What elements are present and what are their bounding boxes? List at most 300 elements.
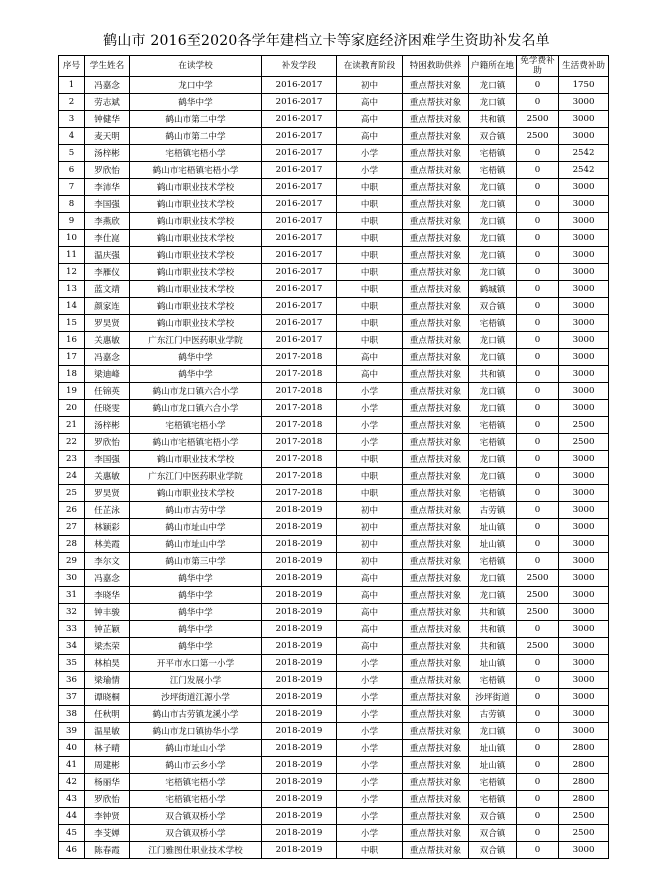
period-cell: 2018-2019 bbox=[262, 808, 337, 825]
assistance-type-cell: 重点帮扶对象 bbox=[403, 434, 469, 451]
assistance-type-cell: 重点帮扶对象 bbox=[403, 400, 469, 417]
student-name-cell: 钟丰骏 bbox=[85, 604, 130, 621]
residence-cell: 宅梧镇 bbox=[469, 485, 517, 502]
period-cell: 2018-2019 bbox=[262, 519, 337, 536]
tuition-waiver-cell: 2500 bbox=[517, 111, 559, 128]
school-cell: 鹤山市职业技术学校 bbox=[130, 451, 262, 468]
tuition-waiver-cell: 0 bbox=[517, 179, 559, 196]
living-allowance-cell: 3000 bbox=[559, 638, 609, 655]
row-number-cell: 18 bbox=[59, 366, 85, 383]
assistance-type-cell: 重点帮扶对象 bbox=[403, 366, 469, 383]
subsidy-table bbox=[58, 55, 609, 859]
residence-cell: 宅梧镇 bbox=[469, 145, 517, 162]
assistance-type-cell: 重点帮扶对象 bbox=[403, 213, 469, 230]
tuition-waiver-cell: 0 bbox=[517, 332, 559, 349]
tuition-waiver-cell: 0 bbox=[517, 740, 559, 757]
living-allowance-cell: 3000 bbox=[559, 570, 609, 587]
assistance-type-cell: 重点帮扶对象 bbox=[403, 264, 469, 281]
assistance-type-cell: 重点帮扶对象 bbox=[403, 196, 469, 213]
residence-cell: 双合镇 bbox=[469, 128, 517, 145]
student-name-cell: 颜家连 bbox=[85, 298, 130, 315]
tuition-waiver-cell: 2500 bbox=[517, 587, 559, 604]
stage-cell: 小学 bbox=[337, 740, 403, 757]
school-cell: 宅梧镇宅梧小学 bbox=[130, 774, 262, 791]
school-cell: 鹤山市龙口镇协华小学 bbox=[130, 723, 262, 740]
tuition-waiver-cell: 0 bbox=[517, 825, 559, 842]
assistance-type-cell: 重点帮扶对象 bbox=[403, 315, 469, 332]
assistance-type-cell: 重点帮扶对象 bbox=[403, 757, 469, 774]
tuition-waiver-cell: 0 bbox=[517, 230, 559, 247]
table-row bbox=[59, 366, 609, 383]
living-allowance-cell: 2500 bbox=[559, 417, 609, 434]
assistance-type-cell: 重点帮扶对象 bbox=[403, 655, 469, 672]
table-row bbox=[59, 417, 609, 434]
table-row bbox=[59, 638, 609, 655]
row-number-cell: 34 bbox=[59, 638, 85, 655]
table-row bbox=[59, 604, 609, 621]
living-allowance-cell: 3000 bbox=[559, 587, 609, 604]
table-row bbox=[59, 502, 609, 519]
tuition-waiver-cell: 0 bbox=[517, 383, 559, 400]
table-body bbox=[59, 77, 609, 859]
assistance-type-cell: 重点帮扶对象 bbox=[403, 383, 469, 400]
student-name-cell: 陈春霞 bbox=[85, 842, 130, 859]
stage-cell: 小学 bbox=[337, 757, 403, 774]
tuition-waiver-cell: 0 bbox=[517, 774, 559, 791]
row-number-cell: 30 bbox=[59, 570, 85, 587]
living-allowance-cell: 3000 bbox=[559, 621, 609, 638]
table-row bbox=[59, 196, 609, 213]
row-number-cell: 14 bbox=[59, 298, 85, 315]
school-cell: 鹤山市第三中学 bbox=[130, 553, 262, 570]
stage-cell: 小学 bbox=[337, 434, 403, 451]
school-cell: 鹤华中学 bbox=[130, 94, 262, 111]
stage-cell: 中职 bbox=[337, 213, 403, 230]
stage-cell: 高中 bbox=[337, 621, 403, 638]
row-number-cell: 42 bbox=[59, 774, 85, 791]
school-cell: 鹤山市址山中学 bbox=[130, 536, 262, 553]
row-number-cell: 23 bbox=[59, 451, 85, 468]
period-cell: 2016-2017 bbox=[262, 179, 337, 196]
table-row bbox=[59, 672, 609, 689]
living-allowance-cell: 3000 bbox=[559, 536, 609, 553]
student-name-cell: 李国强 bbox=[85, 451, 130, 468]
school-cell: 鹤山市古劳镇龙溪小学 bbox=[130, 706, 262, 723]
row-number-cell: 4 bbox=[59, 128, 85, 145]
period-cell: 2018-2019 bbox=[262, 757, 337, 774]
row-number-cell: 1 bbox=[59, 77, 85, 94]
residence-cell: 共和镇 bbox=[469, 621, 517, 638]
assistance-type-cell: 重点帮扶对象 bbox=[403, 230, 469, 247]
table-row bbox=[59, 519, 609, 536]
stage-cell: 中职 bbox=[337, 247, 403, 264]
stage-cell: 高中 bbox=[337, 366, 403, 383]
stage-cell: 中职 bbox=[337, 842, 403, 859]
residence-cell: 址山镇 bbox=[469, 536, 517, 553]
stage-cell: 中职 bbox=[337, 315, 403, 332]
school-cell: 鹤华中学 bbox=[130, 349, 262, 366]
tuition-waiver-cell: 0 bbox=[517, 791, 559, 808]
document-title: 鹤山市 2016至2020各学年建档立卡等家庭经济困难学生资助补发名单 bbox=[103, 33, 550, 49]
period-cell: 2016-2017 bbox=[262, 247, 337, 264]
row-number-cell: 8 bbox=[59, 196, 85, 213]
assistance-type-cell: 重点帮扶对象 bbox=[403, 111, 469, 128]
table-row bbox=[59, 689, 609, 706]
student-name-cell: 钟芷颖 bbox=[85, 621, 130, 638]
residence-cell: 龙口镇 bbox=[469, 723, 517, 740]
table-row bbox=[59, 281, 609, 298]
residence-cell: 宅梧镇 bbox=[469, 434, 517, 451]
living-allowance-cell: 2500 bbox=[559, 808, 609, 825]
living-allowance-cell: 2800 bbox=[559, 774, 609, 791]
student-name-cell: 钟健华 bbox=[85, 111, 130, 128]
student-name-cell: 罗欣怡 bbox=[85, 162, 130, 179]
row-number-cell: 11 bbox=[59, 247, 85, 264]
living-allowance-cell: 3000 bbox=[559, 723, 609, 740]
living-allowance-cell: 3000 bbox=[559, 366, 609, 383]
period-cell: 2016-2017 bbox=[262, 332, 337, 349]
student-name-cell: 李雁仪 bbox=[85, 264, 130, 281]
period-cell: 2017-2018 bbox=[262, 400, 337, 417]
row-number-cell: 24 bbox=[59, 468, 85, 485]
residence-cell: 龙口镇 bbox=[469, 400, 517, 417]
period-cell: 2018-2019 bbox=[262, 638, 337, 655]
table-row bbox=[59, 536, 609, 553]
table-row bbox=[59, 842, 609, 859]
stage-cell: 小学 bbox=[337, 655, 403, 672]
stage-cell: 小学 bbox=[337, 825, 403, 842]
residence-cell: 龙口镇 bbox=[469, 587, 517, 604]
stage-cell: 初中 bbox=[337, 553, 403, 570]
school-cell: 鹤山市职业技术学校 bbox=[130, 485, 262, 502]
row-number-cell: 46 bbox=[59, 842, 85, 859]
stage-cell: 中职 bbox=[337, 451, 403, 468]
assistance-type-cell: 重点帮扶对象 bbox=[403, 502, 469, 519]
living-allowance-cell: 3000 bbox=[559, 502, 609, 519]
school-cell: 鹤华中学 bbox=[130, 638, 262, 655]
living-allowance-cell: 3000 bbox=[559, 128, 609, 145]
tuition-waiver-cell: 0 bbox=[517, 196, 559, 213]
student-name-cell: 任晓雯 bbox=[85, 400, 130, 417]
period-cell: 2016-2017 bbox=[262, 315, 337, 332]
row-number-cell: 29 bbox=[59, 553, 85, 570]
table-row bbox=[59, 383, 609, 400]
student-name-cell: 温星敏 bbox=[85, 723, 130, 740]
living-allowance-cell: 3000 bbox=[559, 689, 609, 706]
student-name-cell: 罗欣怡 bbox=[85, 434, 130, 451]
tuition-waiver-cell: 0 bbox=[517, 451, 559, 468]
row-number-cell: 28 bbox=[59, 536, 85, 553]
stage-cell: 小学 bbox=[337, 145, 403, 162]
header-cell: 生活费补助 bbox=[559, 56, 609, 77]
living-allowance-cell: 3000 bbox=[559, 383, 609, 400]
tuition-waiver-cell: 0 bbox=[517, 723, 559, 740]
living-allowance-cell: 2800 bbox=[559, 740, 609, 757]
row-number-cell: 9 bbox=[59, 213, 85, 230]
stage-cell: 小学 bbox=[337, 162, 403, 179]
assistance-type-cell: 重点帮扶对象 bbox=[403, 587, 469, 604]
period-cell: 2018-2019 bbox=[262, 553, 337, 570]
stage-cell: 高中 bbox=[337, 111, 403, 128]
assistance-type-cell: 重点帮扶对象 bbox=[403, 162, 469, 179]
residence-cell: 龙口镇 bbox=[469, 230, 517, 247]
living-allowance-cell: 3000 bbox=[559, 349, 609, 366]
stage-cell: 小学 bbox=[337, 417, 403, 434]
residence-cell: 址山镇 bbox=[469, 757, 517, 774]
tuition-waiver-cell: 0 bbox=[517, 621, 559, 638]
row-number-cell: 45 bbox=[59, 825, 85, 842]
table-row bbox=[59, 213, 609, 230]
residence-cell: 址山镇 bbox=[469, 740, 517, 757]
tuition-waiver-cell: 0 bbox=[517, 842, 559, 859]
living-allowance-cell: 3000 bbox=[559, 604, 609, 621]
student-name-cell: 罗欣怡 bbox=[85, 791, 130, 808]
tuition-waiver-cell: 0 bbox=[517, 77, 559, 94]
row-number-cell: 7 bbox=[59, 179, 85, 196]
assistance-type-cell: 重点帮扶对象 bbox=[403, 808, 469, 825]
school-cell: 开平市水口第一小学 bbox=[130, 655, 262, 672]
assistance-type-cell: 重点帮扶对象 bbox=[403, 723, 469, 740]
stage-cell: 中职 bbox=[337, 264, 403, 281]
living-allowance-cell: 3000 bbox=[559, 315, 609, 332]
period-cell: 2016-2017 bbox=[262, 213, 337, 230]
tuition-waiver-cell: 0 bbox=[517, 757, 559, 774]
student-name-cell: 任秋明 bbox=[85, 706, 130, 723]
school-cell: 江门发展小学 bbox=[130, 672, 262, 689]
row-number-cell: 15 bbox=[59, 315, 85, 332]
living-allowance-cell: 3000 bbox=[559, 553, 609, 570]
residence-cell: 双合镇 bbox=[469, 842, 517, 859]
assistance-type-cell: 重点帮扶对象 bbox=[403, 451, 469, 468]
tuition-waiver-cell: 0 bbox=[517, 808, 559, 825]
living-allowance-cell: 3000 bbox=[559, 179, 609, 196]
student-name-cell: 温庆强 bbox=[85, 247, 130, 264]
school-cell: 双合镇双桥小学 bbox=[130, 808, 262, 825]
period-cell: 2018-2019 bbox=[262, 842, 337, 859]
period-cell: 2018-2019 bbox=[262, 689, 337, 706]
living-allowance-cell: 1750 bbox=[559, 77, 609, 94]
living-allowance-cell: 3000 bbox=[559, 332, 609, 349]
student-name-cell: 谭晓桐 bbox=[85, 689, 130, 706]
row-number-cell: 41 bbox=[59, 757, 85, 774]
assistance-type-cell: 重点帮扶对象 bbox=[403, 77, 469, 94]
tuition-waiver-cell: 0 bbox=[517, 162, 559, 179]
living-allowance-cell: 3000 bbox=[559, 672, 609, 689]
tuition-waiver-cell: 0 bbox=[517, 247, 559, 264]
tuition-waiver-cell: 2500 bbox=[517, 638, 559, 655]
living-allowance-cell: 3000 bbox=[559, 451, 609, 468]
school-cell: 鹤山市职业技术学校 bbox=[130, 298, 262, 315]
table-row bbox=[59, 706, 609, 723]
stage-cell: 小学 bbox=[337, 689, 403, 706]
assistance-type-cell: 重点帮扶对象 bbox=[403, 825, 469, 842]
living-allowance-cell: 2542 bbox=[559, 162, 609, 179]
table-row bbox=[59, 587, 609, 604]
student-name-cell: 冯嘉念 bbox=[85, 349, 130, 366]
assistance-type-cell: 重点帮扶对象 bbox=[403, 536, 469, 553]
assistance-type-cell: 重点帮扶对象 bbox=[403, 128, 469, 145]
stage-cell: 中职 bbox=[337, 298, 403, 315]
row-number-cell: 10 bbox=[59, 230, 85, 247]
row-number-cell: 6 bbox=[59, 162, 85, 179]
residence-cell: 共和镇 bbox=[469, 638, 517, 655]
row-number-cell: 21 bbox=[59, 417, 85, 434]
stage-cell: 中职 bbox=[337, 332, 403, 349]
table-row bbox=[59, 145, 609, 162]
living-allowance-cell: 2500 bbox=[559, 825, 609, 842]
table-row bbox=[59, 791, 609, 808]
school-cell: 鹤山市第二中学 bbox=[130, 128, 262, 145]
stage-cell: 高中 bbox=[337, 349, 403, 366]
tuition-waiver-cell: 2500 bbox=[517, 570, 559, 587]
table-row bbox=[59, 77, 609, 94]
tuition-waiver-cell: 0 bbox=[517, 264, 559, 281]
stage-cell: 小学 bbox=[337, 400, 403, 417]
table-row bbox=[59, 553, 609, 570]
assistance-type-cell: 重点帮扶对象 bbox=[403, 298, 469, 315]
residence-cell: 宅梧镇 bbox=[469, 672, 517, 689]
student-name-cell: 麦天明 bbox=[85, 128, 130, 145]
table-row bbox=[59, 774, 609, 791]
period-cell: 2016-2017 bbox=[262, 111, 337, 128]
row-number-cell: 39 bbox=[59, 723, 85, 740]
tuition-waiver-cell: 0 bbox=[517, 553, 559, 570]
assistance-type-cell: 重点帮扶对象 bbox=[403, 706, 469, 723]
living-allowance-cell: 2800 bbox=[559, 791, 609, 808]
row-number-cell: 13 bbox=[59, 281, 85, 298]
header-cell: 在读学校 bbox=[130, 56, 262, 77]
assistance-type-cell: 重点帮扶对象 bbox=[403, 672, 469, 689]
student-name-cell: 罗昊贤 bbox=[85, 315, 130, 332]
assistance-type-cell: 重点帮扶对象 bbox=[403, 638, 469, 655]
stage-cell: 中职 bbox=[337, 196, 403, 213]
school-cell: 宅梧镇宅梧小学 bbox=[130, 417, 262, 434]
table-row bbox=[59, 94, 609, 111]
student-name-cell: 蓝文靖 bbox=[85, 281, 130, 298]
student-name-cell: 梁迪峰 bbox=[85, 366, 130, 383]
period-cell: 2017-2018 bbox=[262, 417, 337, 434]
row-number-cell: 17 bbox=[59, 349, 85, 366]
stage-cell: 中职 bbox=[337, 485, 403, 502]
residence-cell: 龙口镇 bbox=[469, 247, 517, 264]
school-cell: 鹤山市职业技术学校 bbox=[130, 196, 262, 213]
residence-cell: 址山镇 bbox=[469, 519, 517, 536]
period-cell: 2018-2019 bbox=[262, 825, 337, 842]
stage-cell: 小学 bbox=[337, 706, 403, 723]
school-cell: 鹤华中学 bbox=[130, 604, 262, 621]
school-cell: 广东江门中医药职业学院 bbox=[130, 332, 262, 349]
stage-cell: 高中 bbox=[337, 638, 403, 655]
school-cell: 鹤山市职业技术学校 bbox=[130, 213, 262, 230]
period-cell: 2016-2017 bbox=[262, 230, 337, 247]
header-cell: 户籍所在地 bbox=[469, 56, 517, 77]
period-cell: 2018-2019 bbox=[262, 604, 337, 621]
row-number-cell: 5 bbox=[59, 145, 85, 162]
table-row bbox=[59, 434, 609, 451]
row-number-cell: 38 bbox=[59, 706, 85, 723]
assistance-type-cell: 重点帮扶对象 bbox=[403, 842, 469, 859]
stage-cell: 小学 bbox=[337, 723, 403, 740]
row-number-cell: 40 bbox=[59, 740, 85, 757]
tuition-waiver-cell: 2500 bbox=[517, 128, 559, 145]
period-cell: 2016-2017 bbox=[262, 145, 337, 162]
header-cell: 免学费补助 bbox=[517, 56, 559, 77]
tuition-waiver-cell: 0 bbox=[517, 485, 559, 502]
residence-cell: 宅梧镇 bbox=[469, 417, 517, 434]
student-name-cell: 梁杰荣 bbox=[85, 638, 130, 655]
student-name-cell: 李钟贤 bbox=[85, 808, 130, 825]
living-allowance-cell: 3000 bbox=[559, 196, 609, 213]
assistance-type-cell: 重点帮扶对象 bbox=[403, 145, 469, 162]
school-cell: 鹤山市职业技术学校 bbox=[130, 247, 262, 264]
residence-cell: 共和镇 bbox=[469, 604, 517, 621]
row-number-cell: 12 bbox=[59, 264, 85, 281]
school-cell: 鹤山市宅梧镇宅梧小学 bbox=[130, 162, 262, 179]
tuition-waiver-cell: 0 bbox=[517, 434, 559, 451]
stage-cell: 小学 bbox=[337, 808, 403, 825]
tuition-waiver-cell: 0 bbox=[517, 468, 559, 485]
period-cell: 2018-2019 bbox=[262, 587, 337, 604]
student-name-cell: 冯嘉念 bbox=[85, 77, 130, 94]
school-cell: 鹤山市龙口镇六合小学 bbox=[130, 400, 262, 417]
living-allowance-cell: 3000 bbox=[559, 94, 609, 111]
period-cell: 2016-2017 bbox=[262, 298, 337, 315]
row-number-cell: 25 bbox=[59, 485, 85, 502]
student-name-cell: 梁瑜情 bbox=[85, 672, 130, 689]
residence-cell: 龙口镇 bbox=[469, 77, 517, 94]
student-name-cell: 任锦英 bbox=[85, 383, 130, 400]
header-row bbox=[59, 56, 609, 77]
stage-cell: 高中 bbox=[337, 94, 403, 111]
row-number-cell: 43 bbox=[59, 791, 85, 808]
tuition-waiver-cell: 0 bbox=[517, 502, 559, 519]
stage-cell: 小学 bbox=[337, 774, 403, 791]
student-name-cell: 林柏昊 bbox=[85, 655, 130, 672]
period-cell: 2017-2018 bbox=[262, 434, 337, 451]
tuition-waiver-cell: 0 bbox=[517, 706, 559, 723]
assistance-type-cell: 重点帮扶对象 bbox=[403, 281, 469, 298]
school-cell: 鹤华中学 bbox=[130, 621, 262, 638]
student-name-cell: 关惠敏 bbox=[85, 332, 130, 349]
row-number-cell: 44 bbox=[59, 808, 85, 825]
residence-cell: 龙口镇 bbox=[469, 264, 517, 281]
assistance-type-cell: 重点帮扶对象 bbox=[403, 553, 469, 570]
student-name-cell: 李尔文 bbox=[85, 553, 130, 570]
student-name-cell: 周建彬 bbox=[85, 757, 130, 774]
school-cell: 鹤山市址山中学 bbox=[130, 519, 262, 536]
student-name-cell: 罗昊贤 bbox=[85, 485, 130, 502]
residence-cell: 龙口镇 bbox=[469, 332, 517, 349]
tuition-waiver-cell: 0 bbox=[517, 213, 559, 230]
tuition-waiver-cell: 0 bbox=[517, 349, 559, 366]
table-row bbox=[59, 332, 609, 349]
tuition-waiver-cell: 2500 bbox=[517, 604, 559, 621]
period-cell: 2018-2019 bbox=[262, 774, 337, 791]
stage-cell: 小学 bbox=[337, 791, 403, 808]
student-name-cell: 李国强 bbox=[85, 196, 130, 213]
table-row bbox=[59, 621, 609, 638]
table-row bbox=[59, 162, 609, 179]
period-cell: 2018-2019 bbox=[262, 672, 337, 689]
period-cell: 2016-2017 bbox=[262, 264, 337, 281]
header-cell: 补发学段 bbox=[262, 56, 337, 77]
school-cell: 龙口中学 bbox=[130, 77, 262, 94]
period-cell: 2018-2019 bbox=[262, 621, 337, 638]
period-cell: 2016-2017 bbox=[262, 162, 337, 179]
residence-cell: 龙口镇 bbox=[469, 196, 517, 213]
table-row bbox=[59, 315, 609, 332]
table-row bbox=[59, 808, 609, 825]
